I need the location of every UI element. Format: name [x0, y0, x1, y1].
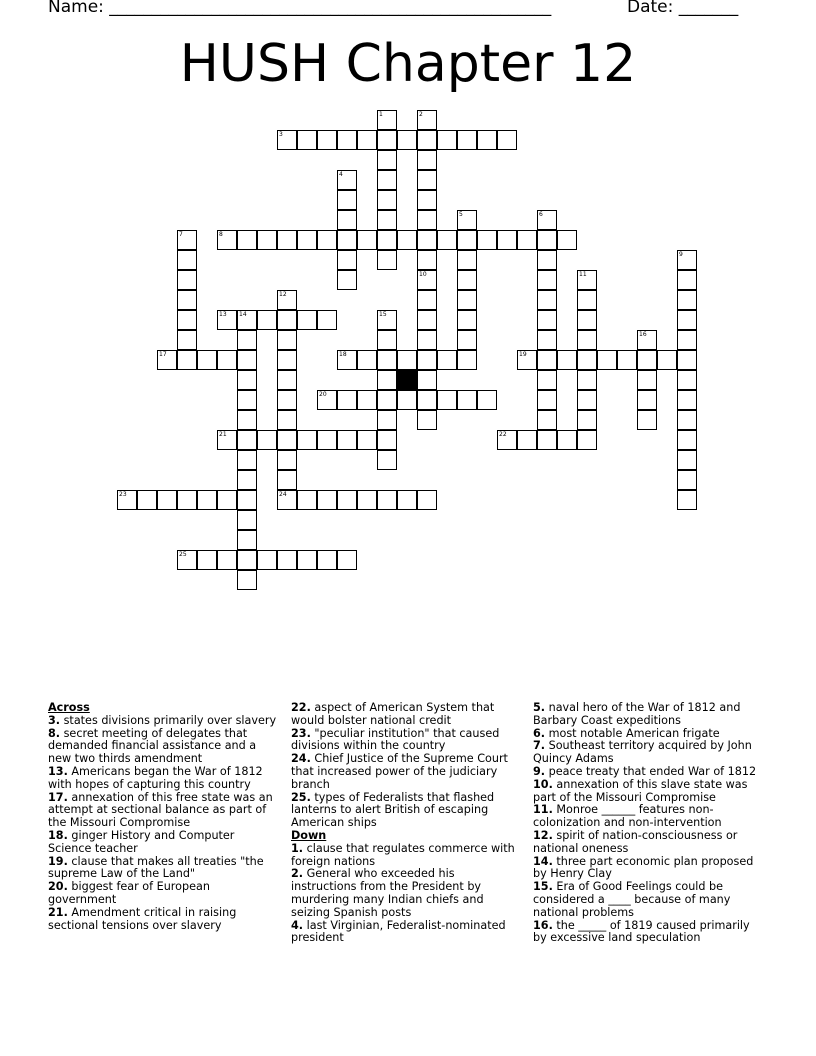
clue-number: 8 [219, 231, 223, 238]
grid-cell[interactable] [417, 250, 437, 270]
clue-number: 14 [239, 311, 247, 318]
grid-cell[interactable] [377, 410, 397, 430]
grid-cell[interactable] [537, 250, 557, 270]
grid-cell[interactable] [277, 490, 297, 510]
grid-cell[interactable] [377, 230, 397, 250]
grid-cell[interactable] [117, 490, 137, 510]
grid-cell[interactable] [497, 230, 517, 250]
grid-cell[interactable] [457, 130, 477, 150]
grid-cell[interactable] [237, 570, 257, 590]
clue-number: 17 [159, 351, 167, 358]
grid-cell[interactable] [317, 390, 337, 410]
grid-cell[interactable] [297, 490, 317, 510]
grid-cell[interactable] [557, 350, 577, 370]
clue-across-24: 24. Chief Justice of the Supreme Court that increased power of the judiciary branch [291, 752, 508, 791]
grid-cell[interactable] [237, 450, 257, 470]
clue-column-2 [291, 702, 523, 945]
grid-cell[interactable] [237, 390, 257, 410]
clue-number: 18 [339, 351, 347, 358]
grid-cell[interactable] [277, 350, 297, 370]
clue-down-5: 5. naval hero of the War of 1812 and Barbary Coast expeditions [533, 701, 741, 727]
grid-cell[interactable] [637, 330, 657, 350]
grid-cell[interactable] [217, 230, 237, 250]
grid-cell[interactable] [397, 230, 417, 250]
clue-across-25: 25. types of Federalists that flashed lanterns to alert British of escaping American ships [291, 790, 495, 830]
grid-cell[interactable] [557, 430, 577, 450]
grid-cell[interactable] [237, 230, 257, 250]
grid-cell[interactable] [277, 370, 297, 390]
grid-cell[interactable] [417, 290, 437, 310]
clue-column-1 [48, 702, 280, 932]
grid-cell[interactable] [237, 310, 257, 330]
clue-across-22: 22. aspect of American System that would bolster national credit [291, 701, 495, 727]
grid-cell[interactable] [397, 490, 417, 510]
grid-cell[interactable] [337, 170, 357, 190]
grid-cell[interactable] [457, 210, 477, 230]
black-square [397, 370, 417, 390]
grid-cell[interactable] [337, 430, 357, 450]
clue-number: 3 [279, 131, 283, 138]
date-field: Date: _______ [627, 0, 739, 17]
grid-cell[interactable] [417, 110, 437, 130]
grid-cell[interactable] [537, 330, 557, 350]
clue-number: 13 [219, 311, 227, 318]
grid-cell[interactable] [577, 310, 597, 330]
grid-cell[interactable] [377, 430, 397, 450]
grid-cell[interactable] [457, 290, 477, 310]
grid-cell[interactable] [537, 230, 557, 250]
grid-cell[interactable] [237, 490, 257, 510]
clue-number: 19 [519, 351, 527, 358]
grid-cell[interactable] [377, 150, 397, 170]
grid-cell[interactable] [417, 370, 437, 390]
clue-across-13: 13. Americans began the War of 1812 with hopes of capturing this country [48, 764, 263, 791]
grid-cell[interactable] [337, 130, 357, 150]
grid-cell[interactable] [257, 310, 277, 330]
grid-cell[interactable] [197, 350, 217, 370]
grid-cell[interactable] [277, 430, 297, 450]
grid-cell[interactable] [217, 550, 237, 570]
grid-cell[interactable] [577, 410, 597, 430]
clue-down-14: 14. three part economic plan proposed by Henry Clay [533, 854, 754, 881]
page-title: HUSH Chapter 12 [179, 34, 637, 94]
grid-cell[interactable] [217, 350, 237, 370]
grid-cell[interactable] [157, 350, 177, 370]
grid-cell[interactable] [537, 370, 557, 390]
grid-cell[interactable] [677, 250, 697, 270]
grid-cell[interactable] [337, 250, 357, 270]
clue-down-16: 16. the _____ of 1819 caused primarily by excessive land speculation [533, 918, 750, 945]
grid-cell[interactable] [437, 390, 457, 410]
grid-cell[interactable] [357, 230, 377, 250]
grid-cell[interactable] [177, 310, 197, 330]
grid-cell[interactable] [477, 130, 497, 150]
grid-cell[interactable] [237, 470, 257, 490]
clue-number: 1 [379, 111, 383, 118]
grid-cell[interactable] [377, 390, 397, 410]
grid-cell[interactable] [297, 430, 317, 450]
clue-number: 25 [179, 551, 187, 558]
grid-cell[interactable] [577, 270, 597, 290]
grid-cell[interactable] [677, 390, 697, 410]
clue-number: 16 [639, 331, 647, 338]
grid-cell[interactable] [577, 290, 597, 310]
grid-cell[interactable] [597, 350, 617, 370]
grid-cell[interactable] [637, 370, 657, 390]
clue-down-12: 12. spirit of nation-consciousness or national oneness [533, 828, 738, 855]
grid-cell[interactable] [457, 270, 477, 290]
grid-cell[interactable] [517, 230, 537, 250]
grid-cell[interactable] [257, 550, 277, 570]
grid-cell[interactable] [297, 310, 317, 330]
grid-cell[interactable] [437, 230, 457, 250]
clue-across-17: 17. annexation of this free state was an attempt at sectional balance as part of the Missouri Compromise [48, 790, 273, 830]
grid-cell[interactable] [677, 350, 697, 370]
grid-cell[interactable] [197, 490, 217, 510]
grid-cell[interactable] [377, 110, 397, 130]
clue-across-21: 21. Amendment critical in raising sectional tensions over slavery [48, 905, 237, 932]
grid-cell[interactable] [357, 390, 377, 410]
grid-cell[interactable] [377, 210, 397, 230]
grid-cell[interactable] [417, 310, 437, 330]
grid-cell[interactable] [377, 250, 397, 270]
grid-cell[interactable] [397, 350, 417, 370]
grid-cell[interactable] [457, 330, 477, 350]
grid-cell[interactable] [337, 490, 357, 510]
grid-cell[interactable] [137, 490, 157, 510]
grid-cell[interactable] [637, 410, 657, 430]
grid-cell[interactable] [477, 390, 497, 410]
clue-down-4: 4. last Virginian, Federalist-nominated president [291, 918, 506, 945]
grid-cell[interactable] [577, 390, 597, 410]
clue-down-15: 15. Era of Good Feelings could be considered a ____ because of many national problems [533, 880, 731, 919]
grid-cell[interactable] [417, 170, 437, 190]
clue-number: 5 [459, 211, 463, 218]
grid-cell[interactable] [337, 550, 357, 570]
clue-down-10: 10. annexation of this slave state was part of the Missouri Compromise [533, 777, 748, 804]
grid-cell[interactable] [537, 310, 557, 330]
grid-cell[interactable] [217, 430, 237, 450]
grid-cell[interactable] [177, 250, 197, 270]
grid-cell[interactable] [457, 250, 477, 270]
grid-cell[interactable] [537, 270, 557, 290]
grid-cell[interactable] [677, 290, 697, 310]
grid-cell[interactable] [437, 130, 457, 150]
grid-cell[interactable] [457, 230, 477, 250]
grid-cell[interactable] [417, 410, 437, 430]
grid-cell[interactable] [297, 230, 317, 250]
grid-cell[interactable] [537, 390, 557, 410]
grid-cell[interactable] [417, 390, 437, 410]
grid-cell[interactable] [297, 130, 317, 150]
clue-across-8: 8. secret meeting of delegates that demanded financial assistance and a new two thirds amendment [48, 726, 257, 766]
clue-across-19: 19. clause that makes all treaties "the supreme Law of the Land" [48, 854, 264, 881]
grid-cell[interactable] [237, 550, 257, 570]
clue-column-3 [533, 702, 765, 945]
clue-across-20: 20. biggest fear of European government [48, 880, 210, 906]
grid-cell[interactable] [237, 370, 257, 390]
grid-cell[interactable] [237, 430, 257, 450]
grid-cell[interactable] [537, 430, 557, 450]
grid-cell[interactable] [177, 230, 197, 250]
clue-number: 6 [539, 211, 543, 218]
clue-number: 7 [179, 231, 183, 238]
grid-cell[interactable] [157, 490, 177, 510]
grid-cell[interactable] [317, 310, 337, 330]
grid-cell[interactable] [337, 210, 357, 230]
grid-cell[interactable] [337, 190, 357, 210]
clue-number: 9 [679, 251, 683, 258]
grid-cell[interactable] [657, 350, 677, 370]
grid-cell[interactable] [537, 210, 557, 230]
grid-cell[interactable] [177, 490, 197, 510]
grid-cell[interactable] [677, 270, 697, 290]
grid-cell[interactable] [577, 350, 597, 370]
grid-cell[interactable] [677, 470, 697, 490]
grid-cell[interactable] [377, 310, 397, 330]
grid-cell[interactable] [377, 490, 397, 510]
clue-down-6: 6. most notable American frigate [533, 726, 720, 740]
grid-cell[interactable] [177, 350, 197, 370]
grid-cell[interactable] [497, 430, 517, 450]
grid-cell[interactable] [257, 430, 277, 450]
grid-cell[interactable] [237, 410, 257, 430]
clue-number: 23 [119, 491, 127, 498]
grid-cell[interactable] [677, 450, 697, 470]
grid-cell[interactable] [477, 230, 497, 250]
grid-cell[interactable] [357, 130, 377, 150]
grid-cell[interactable] [637, 350, 657, 370]
clue-number: 22 [499, 431, 507, 438]
grid-cell[interactable] [337, 270, 357, 290]
grid-cell[interactable] [677, 410, 697, 430]
grid-cell[interactable] [677, 330, 697, 350]
grid-cell[interactable] [257, 230, 277, 250]
grid-cell[interactable] [237, 330, 257, 350]
grid-cell[interactable] [457, 350, 477, 370]
grid-cell[interactable] [397, 130, 417, 150]
down-heading: Down [291, 828, 327, 842]
clue-down-7: 7. Southeast territory acquired by John Quincy Adams [533, 739, 752, 766]
grid-cell[interactable] [517, 350, 537, 370]
grid-cell[interactable] [337, 390, 357, 410]
grid-cell[interactable] [277, 230, 297, 250]
grid-cell[interactable] [217, 310, 237, 330]
grid-cell[interactable] [677, 310, 697, 330]
grid-cell[interactable] [317, 490, 337, 510]
clue-number: 24 [279, 491, 287, 498]
grid-cell[interactable] [357, 430, 377, 450]
grid-cell[interactable] [277, 290, 297, 310]
grid-cell[interactable] [297, 550, 317, 570]
grid-cell[interactable] [277, 130, 297, 150]
grid-cell[interactable] [517, 430, 537, 450]
grid-cell[interactable] [277, 390, 297, 410]
grid-cell[interactable] [577, 370, 597, 390]
clue-number: 15 [379, 311, 387, 318]
grid-cell[interactable] [177, 270, 197, 290]
clue-number: 11 [579, 271, 587, 278]
grid-cell[interactable] [417, 330, 437, 350]
grid-cell[interactable] [417, 350, 437, 370]
grid-cell[interactable] [277, 410, 297, 430]
clue-down-11: 11. Monroe ______ features non-colonization and non-intervention [533, 803, 722, 830]
grid-cell[interactable] [377, 130, 397, 150]
grid-cell[interactable] [237, 350, 257, 370]
grid-cell[interactable] [357, 350, 377, 370]
clue-across-3: 3. states divisions primarily over slavery [48, 713, 277, 727]
grid-cell[interactable] [277, 330, 297, 350]
grid-cell[interactable] [237, 530, 257, 550]
grid-cell[interactable] [377, 370, 397, 390]
grid-cell[interactable] [177, 330, 197, 350]
grid-cell[interactable] [337, 230, 357, 250]
grid-cell[interactable] [277, 310, 297, 330]
grid-cell[interactable] [537, 350, 557, 370]
grid-cell[interactable] [677, 430, 697, 450]
grid-cell[interactable] [577, 430, 597, 450]
clue-number: 2 [419, 111, 423, 118]
clue-number: 12 [279, 291, 287, 298]
grid-cell[interactable] [357, 490, 377, 510]
grid-cell[interactable] [377, 190, 397, 210]
grid-cell[interactable] [577, 330, 597, 350]
clue-across-23: 23. "peculiar institution" that caused divisions within the country [291, 726, 500, 753]
grid-cell[interactable] [417, 490, 437, 510]
grid-cell[interactable] [217, 490, 237, 510]
grid-cell[interactable] [317, 130, 337, 150]
grid-cell[interactable] [277, 550, 297, 570]
grid-cell[interactable] [397, 390, 417, 410]
grid-cell[interactable] [417, 130, 437, 150]
clue-number: 20 [319, 391, 327, 398]
grid-cell[interactable] [557, 230, 577, 250]
grid-cell[interactable] [417, 270, 437, 290]
grid-cell[interactable] [317, 230, 337, 250]
grid-cell[interactable] [377, 450, 397, 470]
grid-cell[interactable] [617, 350, 637, 370]
clue-number: 4 [339, 171, 343, 178]
grid-cell[interactable] [317, 430, 337, 450]
grid-cell[interactable] [417, 150, 437, 170]
grid-cell[interactable] [537, 410, 557, 430]
clue-down-9: 9. peace treaty that ended War of 1812 [533, 764, 757, 778]
grid-cell[interactable] [277, 450, 297, 470]
name-field: Name: ____________________________________________________ [48, 0, 552, 17]
grid-cell[interactable] [417, 190, 437, 210]
grid-cell[interactable] [377, 170, 397, 190]
clue-down-1: 1. clause that regulates commerce with foreign nations [291, 841, 515, 868]
grid-cell[interactable] [417, 230, 437, 250]
grid-cell[interactable] [337, 350, 357, 370]
grid-cell[interactable] [437, 350, 457, 370]
grid-cell[interactable] [457, 390, 477, 410]
grid-cell[interactable] [177, 550, 197, 570]
grid-cell[interactable] [237, 510, 257, 530]
grid-cell[interactable] [197, 550, 217, 570]
grid-cell[interactable] [377, 350, 397, 370]
grid-cell[interactable] [417, 210, 437, 230]
clue-across-18: 18. ginger History and Computer Science teacher [48, 828, 235, 855]
grid-cell[interactable] [377, 330, 397, 350]
grid-cell[interactable] [677, 370, 697, 390]
across-heading: Across [48, 701, 90, 714]
grid-cell[interactable] [457, 310, 477, 330]
clue-down-2: 2. General who exceeded his instructions from the President by murdering many Indian chiefs and seizing Spanish posts [291, 867, 484, 919]
grid-cell[interactable] [537, 290, 557, 310]
grid-cell[interactable] [277, 470, 297, 490]
grid-cell[interactable] [317, 550, 337, 570]
grid-cell[interactable] [637, 390, 657, 410]
clue-number: 21 [219, 431, 227, 438]
clue-number: 10 [419, 271, 427, 278]
grid-cell[interactable] [177, 290, 197, 310]
grid-cell[interactable] [677, 490, 697, 510]
grid-cell[interactable] [497, 130, 517, 150]
